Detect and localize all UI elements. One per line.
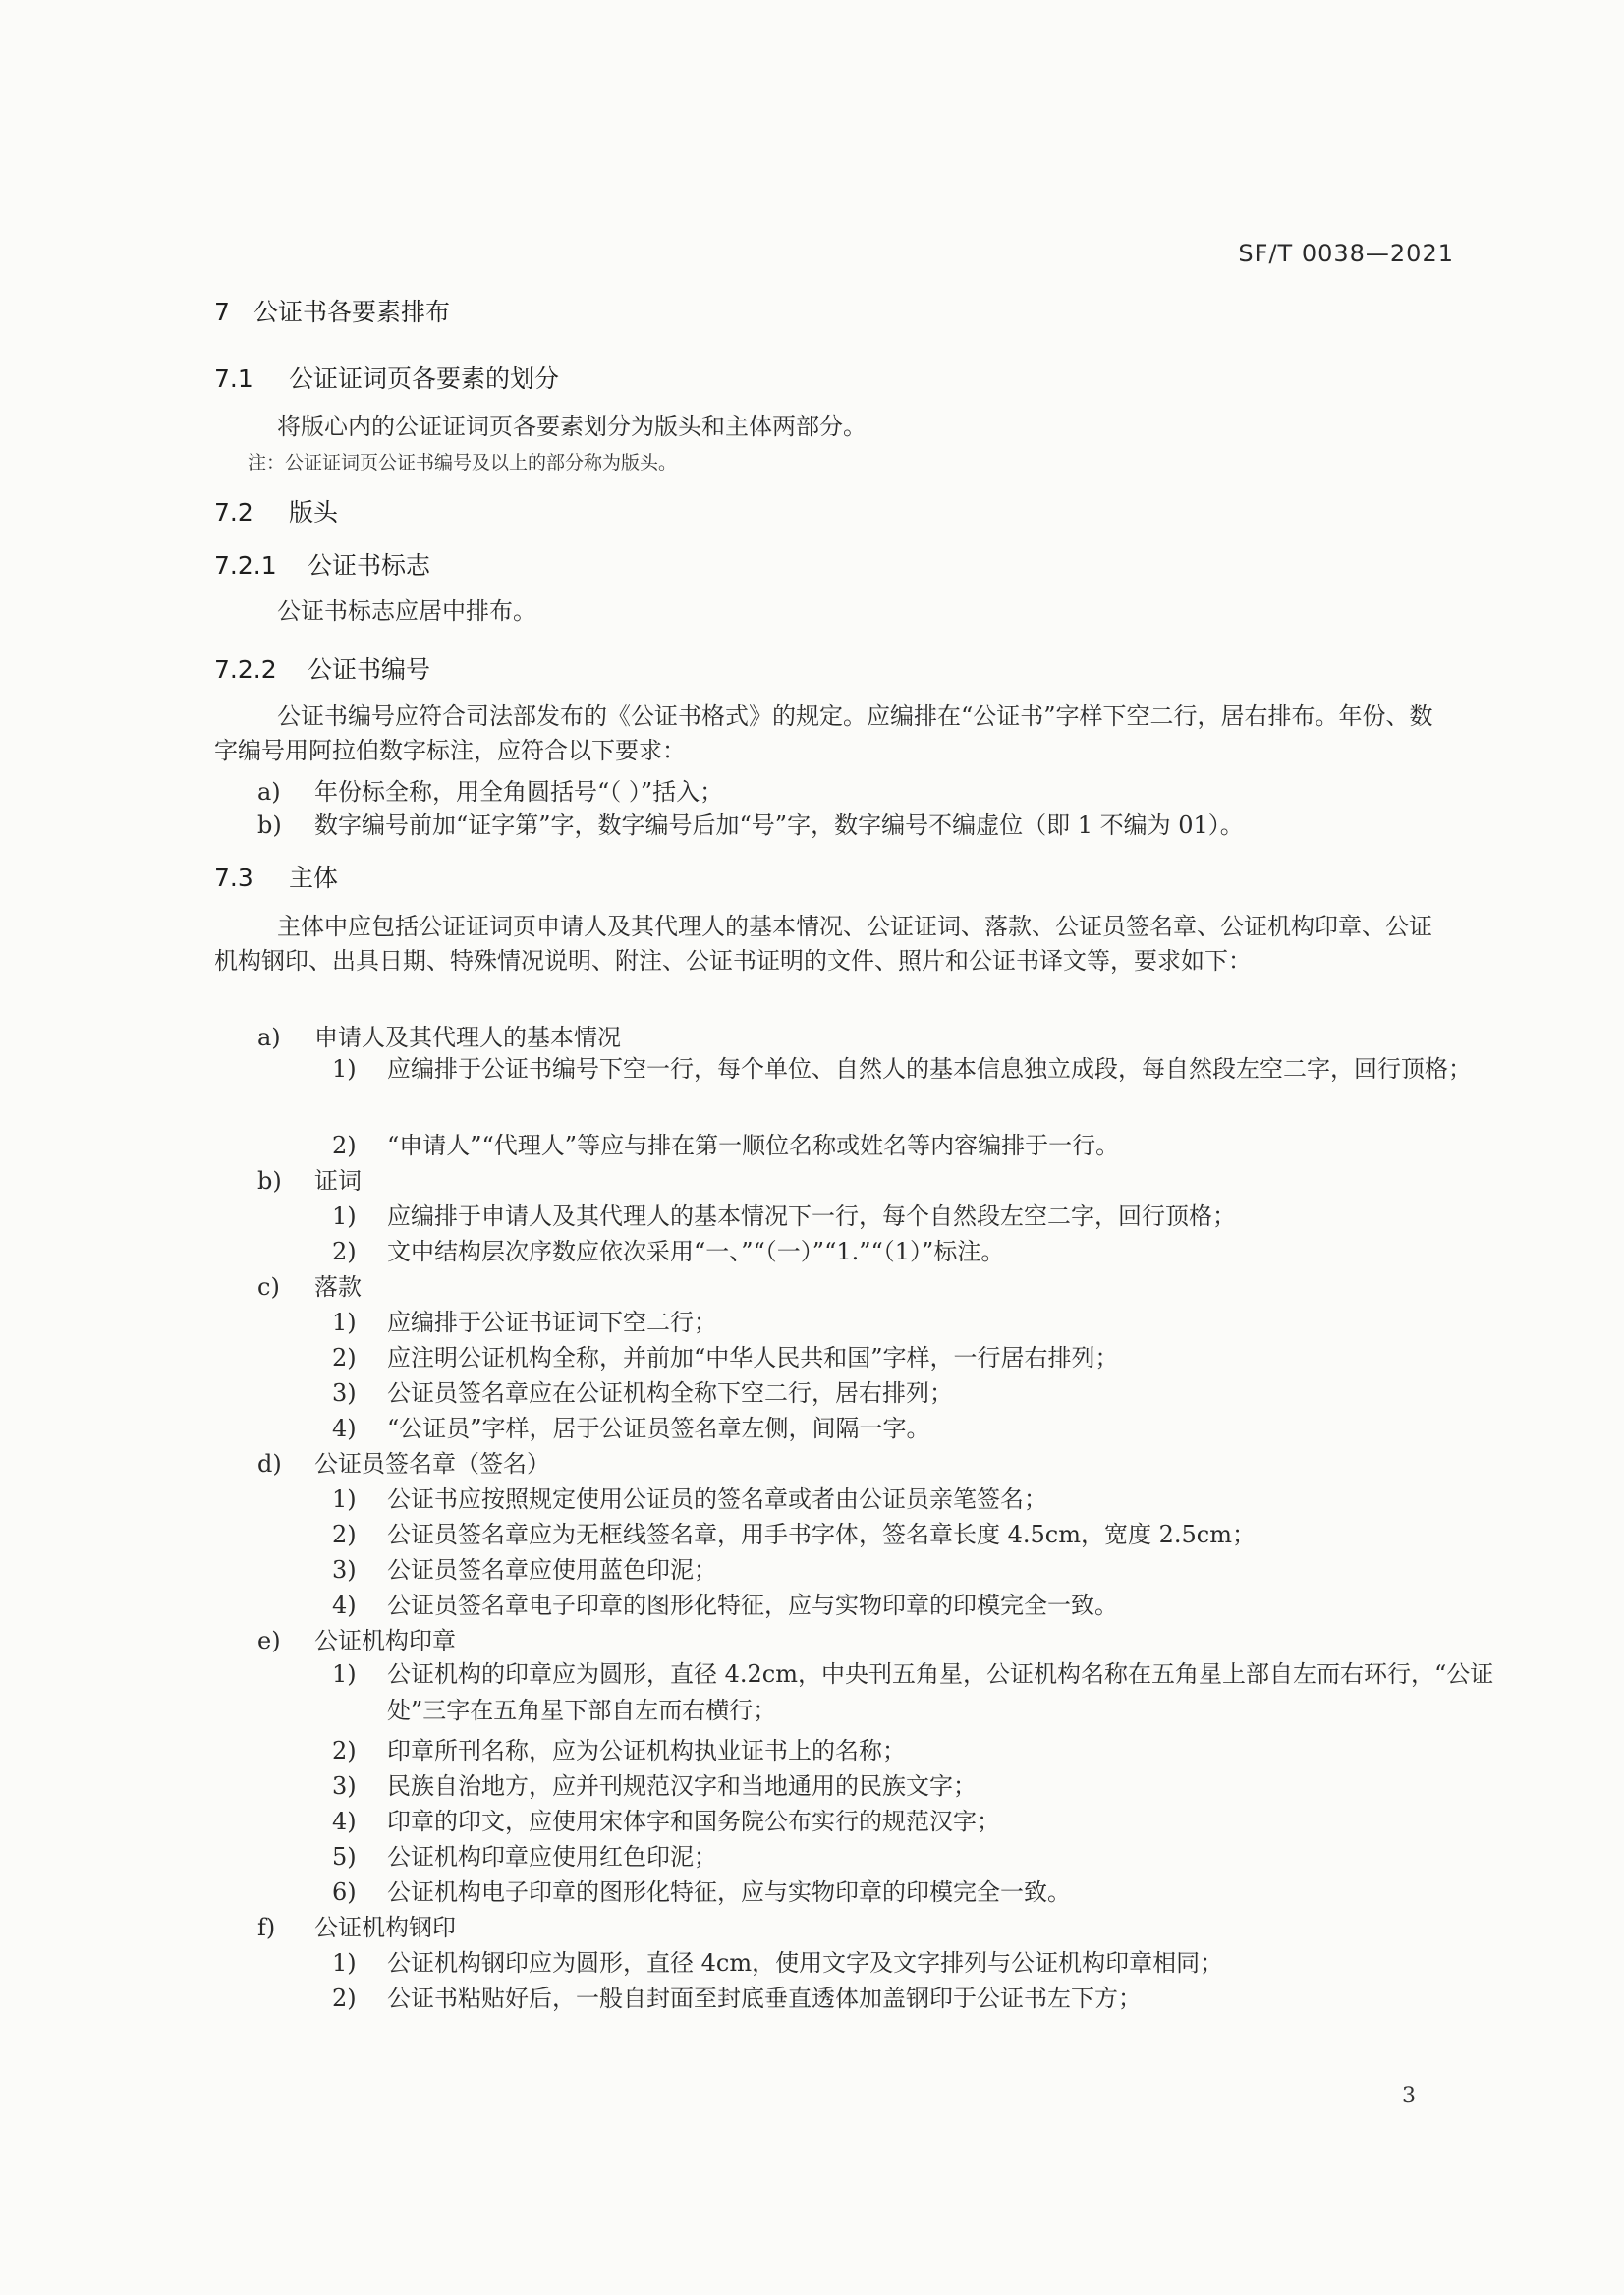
list-item-text: 公证机构电子印章的图形化特征，应与实物印章的印模完全一致。 — [387, 1878, 1071, 1906]
section-number: 7.3 — [214, 864, 253, 892]
list-group-title: 公证机构印章 — [314, 1627, 456, 1654]
list-marker: 4) — [332, 1415, 357, 1442]
list-marker: 1) — [332, 1055, 357, 1083]
section-title: 公证书编号 — [308, 655, 431, 684]
list-marker: f) — [257, 1914, 276, 1941]
list-marker: b) — [257, 1167, 282, 1195]
section-number: 7.2.2 — [214, 655, 277, 684]
section-7-2-2-heading — [214, 650, 430, 686]
list-group-title: 公证员签名章（签名） — [314, 1450, 550, 1478]
section-number: 7.2 — [214, 498, 253, 527]
section-7-heading — [214, 293, 450, 328]
list-marker: 5) — [332, 1843, 357, 1871]
section-7-1-heading — [214, 360, 559, 395]
list-marker: 3) — [332, 1379, 357, 1407]
list-group-title: 落款 — [314, 1273, 362, 1301]
list-item — [332, 1802, 1000, 1836]
list-marker: c) — [257, 1273, 280, 1301]
standard-code: SF/T 0038—2021 — [1238, 240, 1454, 267]
list-item-text: 应注明公证机构全称，并前加“中华人民共和国”字样，一行居右排列； — [387, 1344, 1119, 1371]
list-marker: 4) — [332, 1592, 357, 1619]
section-7-3-heading — [214, 859, 338, 894]
list-item-text: 文中结构层次序数应依次采用“一、”“（一）”“1.”“（1）”标注。 — [387, 1238, 1005, 1265]
list-item — [332, 1373, 953, 1408]
section-7-1-paragraph: 将版心内的公证证词页各要素划分为版头和主体两部分。 — [277, 413, 867, 440]
list-item — [214, 772, 723, 807]
list-group-title: 公证机构钢印 — [314, 1914, 456, 1941]
list-item — [332, 1051, 1509, 1088]
list-item-text: 公证机构的印章应为圆形，直径 4.2cm，中央刊五角星，公证机构名称在五角星上部自左而右环行，“公证处”三字在五角星下部自左而右横行； — [387, 1660, 1494, 1724]
list-item — [332, 1480, 1047, 1514]
section-title: 公证书标志 — [308, 551, 431, 580]
list-item-text: 公证员签名章应为无框线签名章，用手书字体，签名章长度 4.5cm，宽度 2.5cm； — [387, 1521, 1256, 1548]
list-marker: 1) — [332, 1949, 357, 1977]
list-item-text: “申请人”“代理人”等应与排在第一顺位名称或姓名等内容编排于一行。 — [387, 1132, 1120, 1159]
section-title: 公证书各要素排布 — [253, 298, 451, 326]
list-marker: b) — [257, 812, 282, 839]
section-title: 公证证词页各要素的划分 — [289, 364, 560, 393]
list-item — [332, 1766, 977, 1801]
list-item — [214, 806, 1244, 840]
list-item-text: 公证员签名章电子印章的图形化特征，应与实物印章的印模完全一致。 — [387, 1592, 1118, 1619]
list-item — [332, 1197, 1236, 1231]
list-item-text: 印章的印文，应使用宋体字和国务院公布实行的规范汉字； — [387, 1808, 1000, 1835]
list-group-c — [214, 1267, 362, 1302]
list-marker: 2) — [332, 1344, 357, 1371]
list-item — [332, 1338, 1119, 1372]
list-group-title: 申请人及其代理人的基本情况 — [314, 1024, 621, 1051]
section-number: 7.2.1 — [214, 551, 277, 580]
list-item — [332, 1515, 1256, 1549]
section-7-2-1-paragraph: 公证书标志应居中排布。 — [277, 597, 536, 625]
section-number: 7 — [214, 298, 230, 326]
list-item — [332, 1126, 1119, 1160]
section-number: 7.1 — [214, 364, 253, 393]
list-marker: 6) — [332, 1878, 357, 1906]
list-group-a — [214, 1018, 621, 1052]
list-item — [332, 1586, 1118, 1620]
list-item-text: “公证员”字样，居于公证员签名章左侧，间隔一字。 — [387, 1415, 930, 1442]
list-item-text: 应编排于申请人及其代理人的基本情况下一行，每个自然段左空二字，回行顶格； — [387, 1203, 1236, 1230]
list-group-title: 证词 — [314, 1167, 362, 1195]
section-7-2-heading — [214, 493, 338, 529]
list-item-text: 公证机构印章应使用红色印泥； — [387, 1843, 717, 1871]
section-7-2-1-heading — [214, 546, 430, 582]
list-item-text: 公证书粘贴好后，一般自封面至封底垂直透体加盖钢印于公证书左下方； — [387, 1985, 1142, 2012]
list-item — [332, 1731, 906, 1765]
list-marker: 1) — [332, 1309, 357, 1336]
list-item-text: 公证机构钢印应为圆形，直径 4cm，使用文字及文字排列与公证机构印章相同； — [387, 1949, 1224, 1977]
list-item — [332, 1656, 1509, 1729]
section-7-1-note: 注：公证证词页公证书编号及以上的部分称为版头。 — [248, 452, 678, 474]
list-marker: e) — [257, 1627, 281, 1654]
list-item-text: 数字编号前加“证字第”字，数字编号后加“号”字，数字编号不编虚位（即 1 不编为 01）。 — [314, 812, 1244, 839]
list-group-e — [214, 1621, 456, 1655]
list-marker: a) — [257, 778, 281, 806]
list-item — [332, 1979, 1142, 2013]
list-marker: 1) — [332, 1485, 357, 1513]
list-item — [332, 1303, 717, 1337]
list-marker: 3) — [332, 1556, 357, 1584]
list-item — [332, 1943, 1223, 1978]
list-item-text: 应编排于公证书编号下空一行，每个单位、自然人的基本信息独立成段，每自然段左空二字，回行顶格； — [387, 1055, 1472, 1083]
list-marker: 2) — [332, 1132, 357, 1159]
list-item-text: 年份标全称，用全角圆括号“（ ）”括入； — [314, 778, 724, 806]
list-item-text: 民族自治地方，应并刊规范汉字和当地通用的民族文字； — [387, 1772, 977, 1800]
section-7-3-paragraph: 主体中应包括公证证词页申请人及其代理人的基本情况、公证证词、落款、公证员签名章、公证机构印章、公证机构钢印、出具日期、特殊情况说明、附注、公证书证明的文件、照片和公证书译文等，要求如下： — [214, 913, 1432, 975]
list-marker: a) — [257, 1024, 281, 1051]
list-group-b — [214, 1161, 362, 1196]
list-marker: 1) — [332, 1203, 357, 1230]
list-marker: d) — [257, 1450, 282, 1478]
list-item-text: 公证员签名章应使用蓝色印泥； — [387, 1556, 717, 1584]
list-item — [332, 1550, 717, 1585]
list-item — [332, 1837, 717, 1872]
list-marker: 2) — [332, 1521, 357, 1548]
list-item — [332, 1409, 930, 1443]
list-marker: 2) — [332, 1737, 357, 1764]
list-item-text: 公证员签名章应在公证机构全称下空二行，居右排列； — [387, 1379, 953, 1407]
section-7-2-2-paragraph: 公证书编号应符合司法部发布的《公证书格式》的规定。应编排在“公证书”字样下空二行，居右排布。年份、数字编号用阿拉伯数字标注，应符合以下要求： — [214, 702, 1433, 764]
list-item-text: 印章所刊名称，应为公证机构执业证书上的名称； — [387, 1737, 906, 1764]
list-marker: 1) — [332, 1660, 357, 1688]
list-marker: 2) — [332, 1238, 357, 1265]
section-title: 主体 — [289, 864, 339, 892]
list-item-text: 应编排于公证书证词下空二行； — [387, 1309, 717, 1336]
list-item — [332, 1232, 1004, 1266]
page-number: 3 — [1402, 2084, 1416, 2108]
list-group-d — [214, 1444, 550, 1479]
section-title: 版头 — [289, 498, 339, 527]
list-group-f — [214, 1908, 456, 1942]
list-item-text: 公证书应按照规定使用公证员的签名章或者由公证员亲笔签名； — [387, 1485, 1047, 1513]
list-marker: 4) — [332, 1808, 357, 1835]
list-marker: 3) — [332, 1772, 357, 1800]
list-item — [332, 1873, 1071, 1907]
list-marker: 2) — [332, 1985, 357, 2012]
